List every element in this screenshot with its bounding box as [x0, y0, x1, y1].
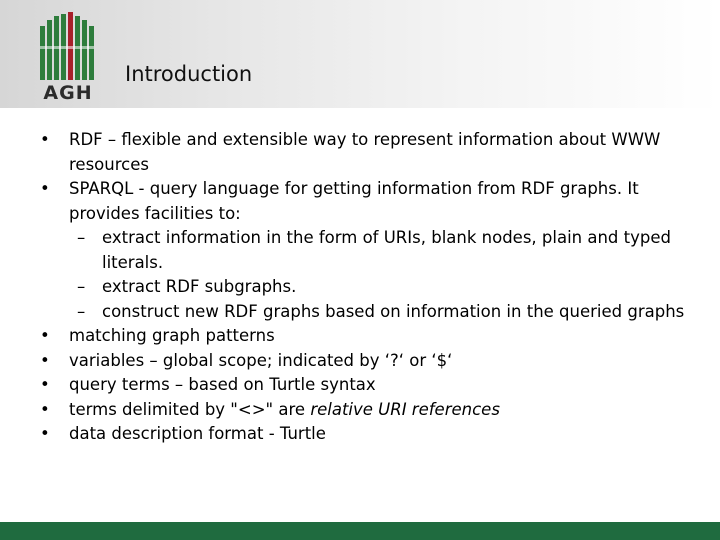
slide-title: Introduction [125, 62, 253, 86]
bullet-item-query-terms [40, 373, 690, 398]
bullet-item-rdf [40, 128, 690, 177]
bullet-text-data-description: data description format - Turtle [69, 424, 326, 443]
bullet-item-variables [40, 349, 690, 374]
bullet-glyph: • [40, 399, 50, 419]
bullet-item-matching [40, 324, 690, 349]
bullet-glyph: • [40, 375, 50, 394]
dash-glyph: – [77, 228, 86, 247]
sub-item-extract-info [40, 226, 690, 275]
bullet-text-matching: matching graph patterns [69, 326, 275, 345]
bullet-glyph: • [40, 326, 50, 345]
bullet-text-sparql: SPARQL - query language for getting information from RDF graphs. It provides facilities to: [69, 179, 639, 223]
sub-text-construct-graphs: construct new RDF graphs based on information in the queried graphs [102, 301, 685, 321]
bullet-text-rdf: RDF – flexible and extensible way to represent information about WWW resources [69, 130, 661, 174]
footer-band [0, 522, 720, 540]
bullet-text-variables: variables – global scope; indicated by ‘?‘ or ‘$‘ [69, 350, 453, 370]
bullet-item-data-description [40, 422, 690, 447]
sub-text-extract-subgraphs: extract RDF subgraphs. [102, 277, 297, 296]
dash-glyph: – [77, 301, 86, 321]
dash-glyph: – [77, 277, 86, 296]
bullet-text-terms-italic: relative URI references [310, 399, 500, 419]
bullet-glyph: • [40, 424, 50, 443]
header-band [0, 0, 720, 108]
bullet-item-sparql [40, 177, 690, 226]
agh-logo-emblem [40, 10, 96, 80]
agh-logo [40, 10, 96, 102]
bullet-glyph: • [40, 350, 50, 370]
bullet-list [40, 128, 690, 447]
bullet-text-query-terms: query terms – based on Turtle syntax [69, 375, 376, 394]
bullet-glyph: • [40, 179, 50, 198]
sub-text-extract-info: extract information in the form of URIs, blank nodes, plain and typed literals. [102, 228, 671, 272]
bullet-glyph: • [40, 130, 50, 149]
bullet-text-terms-prefix: terms delimited by "<>" are [69, 399, 311, 419]
sub-item-extract-subgraphs [40, 275, 690, 300]
sub-item-construct-graphs [40, 300, 690, 325]
bullet-item-terms-delimited [40, 398, 690, 423]
agh-logo-text: AGH [43, 82, 93, 104]
